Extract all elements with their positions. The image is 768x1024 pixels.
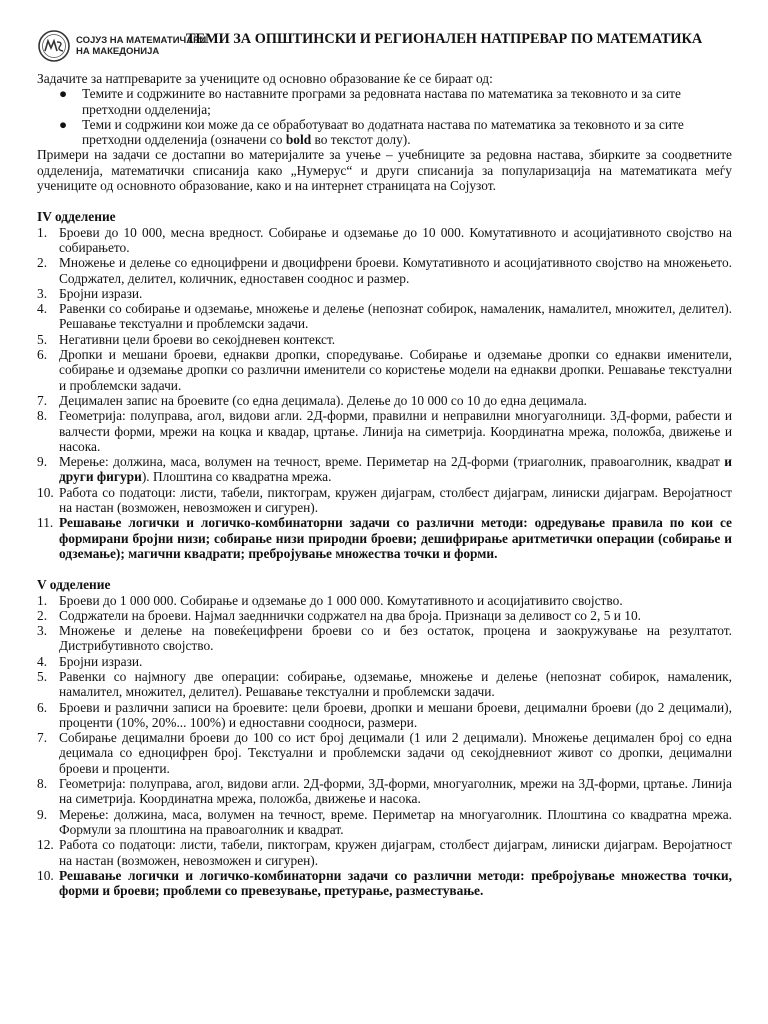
- topic-item: [37, 454, 732, 485]
- section-heading-grade5: V одделение: [37, 577, 111, 593]
- document-body: [37, 71, 732, 898]
- topic-item: [37, 700, 732, 731]
- topic-text: Геометрија: полуправа, агол, видови агли. 2Д-форми, 3Д-форми, многуаголник, мрежи на 3Д-форми, цртање. Линија на симетрија. Координатна мрежа, положба, движење и насока.: [59, 776, 732, 807]
- grade5-topic-list: [37, 593, 732, 899]
- topic-number: 9.: [37, 454, 48, 470]
- topic-item: [37, 408, 732, 454]
- topic-text: Работа со податоци: листи, табели, пиктограм, кружен дијаграм, столбест дијаграм, линиски дијаграм. Веројатност на настан (возможен, невозможен и сигурен).: [59, 837, 732, 868]
- topic-text: Геометрија: полуправа, агол, видови агли. 2Д-форми, правилни и неправилни многуаголници. 3Д-форми, рабести и валчести форми, мрежи на коцка и квадар, цртање. Линија на симетрија. Координатна мрежа, положба, движење и насока.: [59, 408, 732, 454]
- topic-text: Равенки со собирање и одземање, множење и делење (непознат собирок, намаленик, намалител, множител, делител). Решавање текстуални и проблемски задачи.: [59, 301, 732, 332]
- topic-item: [37, 837, 732, 868]
- topic-number: 12.: [37, 837, 54, 853]
- topic-item: [37, 776, 732, 807]
- topic-number: 1.: [37, 224, 48, 240]
- topic-text-bold: Решавање логички и логичко-комбинаторни задачи со различни методи: одредување правила по кои се формирани бројни низи; собирање низи природни броеви; дешифрирање аритметички операции (собирање и одземање); магични квадрати; пребројување множества точки и форми.: [59, 515, 732, 561]
- topic-number: 6.: [37, 347, 48, 363]
- topic-text: Равенки со најмногу две операции: собирање, одземање, множење и делење (непознат собирок, намаленик, намалител, множител, делител). Решавање текстуални и проблемски задачи.: [59, 668, 732, 700]
- intro-bullet-bold: bold: [285, 132, 312, 148]
- topic-number: 6.: [37, 699, 48, 715]
- topic-number: 4.: [37, 653, 48, 669]
- topic-text: Дропки и мешани броеви, еднакви дропки, споредување. Собирање и одземање дропки со еднакви именители, собирање и одземање дропки со различни именители со користење модели на еднакви дропки. Решавање текстуални и проблемски задачи.: [59, 347, 732, 393]
- topic-number: 10.: [37, 484, 54, 500]
- grade4-topic-list: [37, 225, 732, 562]
- topic-text: Собирање децимални броеви до 100 со ист број децимали (1 или 2 децимали). Множење децимален број со една децимала со едноцифрен број. Текстуални и проблемски задачи од секојдневниот живот со дропки, децимални броеви и проценти.: [59, 730, 732, 776]
- topic-item: [37, 332, 732, 347]
- topic-text: Броеви до 1 000 000. Собирање и одземање до 1 000 000. Комутативното и асоцијативито својство.: [59, 592, 623, 608]
- topic-text: Бројни изрази.: [59, 653, 143, 669]
- section-heading-grade4: IV одделение: [37, 209, 116, 225]
- topic-number: 3.: [37, 623, 48, 639]
- topic-item: [37, 807, 732, 838]
- topic-number: 3.: [37, 285, 48, 301]
- topic-number: 9.: [37, 806, 48, 822]
- document-header: [38, 30, 738, 66]
- topic-item: [37, 669, 732, 700]
- page-title: ТЕМИ ЗА ОПШТИНСКИ И РЕГИОНАЛЕН НАТПРЕВАР ПО МАТЕМАТИКА: [186, 31, 703, 47]
- topic-number: 1.: [37, 592, 48, 608]
- topic-item: [37, 623, 732, 654]
- topic-number: 10.: [37, 867, 54, 883]
- topic-text: Множење и делење на повеќецифрени броеви со и без остаток, процена и заокружување на резултатот. Дистрибутивното својство.: [59, 623, 732, 654]
- topic-number: 2.: [37, 607, 48, 623]
- intro-bullet-text: Темите и содржините во наставните програми за редовната настава по математика за тековното и за сите претходни одделенија;: [82, 86, 681, 117]
- association-logo-icon: [38, 30, 70, 62]
- topic-text: Мерење: должина, маса, волумен на течност, време. Периметар на 2Д-форми (триаголник, правоаголник, квадрат: [59, 454, 725, 470]
- topic-number: 8.: [37, 408, 48, 424]
- topic-number: 5.: [37, 331, 48, 347]
- topic-item: [37, 730, 732, 776]
- intro-examples: Примери на задачи се достапни во материјалите за учење – учебниците за редовна настава, збирките за соодветните одделенија, математички списанија како „Нумерус“ и други списанија за популаризација на математиката меѓу учениците од основното образование, како и на интернет страницата на Сојузот.: [37, 147, 732, 194]
- intro-lead: Задачите за натпреварите за учениците од основно образование ќе се бираат од:: [37, 71, 493, 86]
- topic-item: [37, 608, 732, 623]
- topic-item: [37, 393, 732, 408]
- topic-text: Децимален запис на броевите (со една децимала). Делење до 10 000 со 10 до една децимала.: [59, 392, 588, 408]
- topic-item: [37, 301, 732, 332]
- topic-number: 8.: [37, 776, 48, 792]
- topic-text: Негативни цели броеви во секојдневен контекст.: [59, 331, 336, 347]
- topic-item: [37, 593, 732, 608]
- org-name-line2: НА МАКЕДОНИЈА: [76, 46, 160, 57]
- topic-number: 11.: [37, 515, 54, 531]
- bullet-icon: ●: [59, 116, 68, 132]
- topic-item: [37, 286, 732, 301]
- topic-text: Броеви до 10 000, месна вредност. Собирање и одземање до 10 000. Комутативното и асоцијативното својство на собирањето.: [59, 224, 732, 255]
- intro-bullet-text: Теми и содржини кои може да се обработуваат во додатната настава по математика за тековното и за сите претходни одделенија (означени со: [82, 116, 684, 148]
- topic-item: [37, 347, 732, 393]
- topic-text: Броеви и различни записи на броевите: цели броеви, дропки и мешани броеви, децимални броеви (до 2 децимали), проценти (10%, 20%... 100%) и едноставни соодноси, размери.: [59, 699, 732, 730]
- topic-text: Содржатели на броеви. Најмал заедннички содржател на два броја. Признаци за деливост со 2, 5 и 10.: [59, 607, 641, 623]
- topic-item: [37, 485, 732, 516]
- topic-number: 7.: [37, 392, 48, 408]
- topic-item: [37, 255, 732, 286]
- intro-bullet-text: во текстот долу).: [311, 132, 411, 148]
- topic-text-bold: и други фигури: [59, 454, 732, 485]
- intro-bullet: [37, 117, 732, 148]
- topic-text: Бројни изрази.: [59, 285, 143, 301]
- topic-item: [37, 225, 732, 256]
- topic-item: [37, 515, 732, 561]
- topic-text-bold: Решавање логички и логичко-комбинаторни задачи со различни методи: пребројување множества точки, форми и броеви; проблеми со превезување, претурање, разместување.: [59, 867, 732, 899]
- bullet-icon: ●: [59, 86, 68, 102]
- org-name-line1: СОЈУЗ НА МАТЕМАТИЧАРИ: [76, 35, 207, 46]
- topic-text: Мерење: должина, маса, волумен на течност, време. Периметар на многуаголник. Плоштина со квадратна мрежа. Формули за плоштина на правоаголник и квадрат.: [59, 806, 732, 837]
- topic-number: 7.: [37, 730, 48, 746]
- topic-text: ). Плоштина со квадратна мрежа.: [141, 469, 332, 485]
- topic-number: 4.: [37, 301, 48, 317]
- topic-item: [37, 868, 732, 899]
- topic-item: [37, 654, 732, 669]
- topic-text: Множење и делење со едноцифрени и двоцифрени броеви. Комутативното и асоцијативното својство на множењето. Содржател, делител, количник, едноставен сооднос и размер.: [59, 255, 732, 286]
- intro-bullet: [37, 86, 732, 117]
- topic-number: 5.: [37, 668, 48, 684]
- topic-text: Работа со податоци: листи, табели, пиктограм, кружен дијаграм, столбест дијаграм, линиски дијаграм. Веројатност на настан (возможен, невозможен и сигурен).: [59, 484, 732, 516]
- topic-number: 2.: [37, 255, 48, 271]
